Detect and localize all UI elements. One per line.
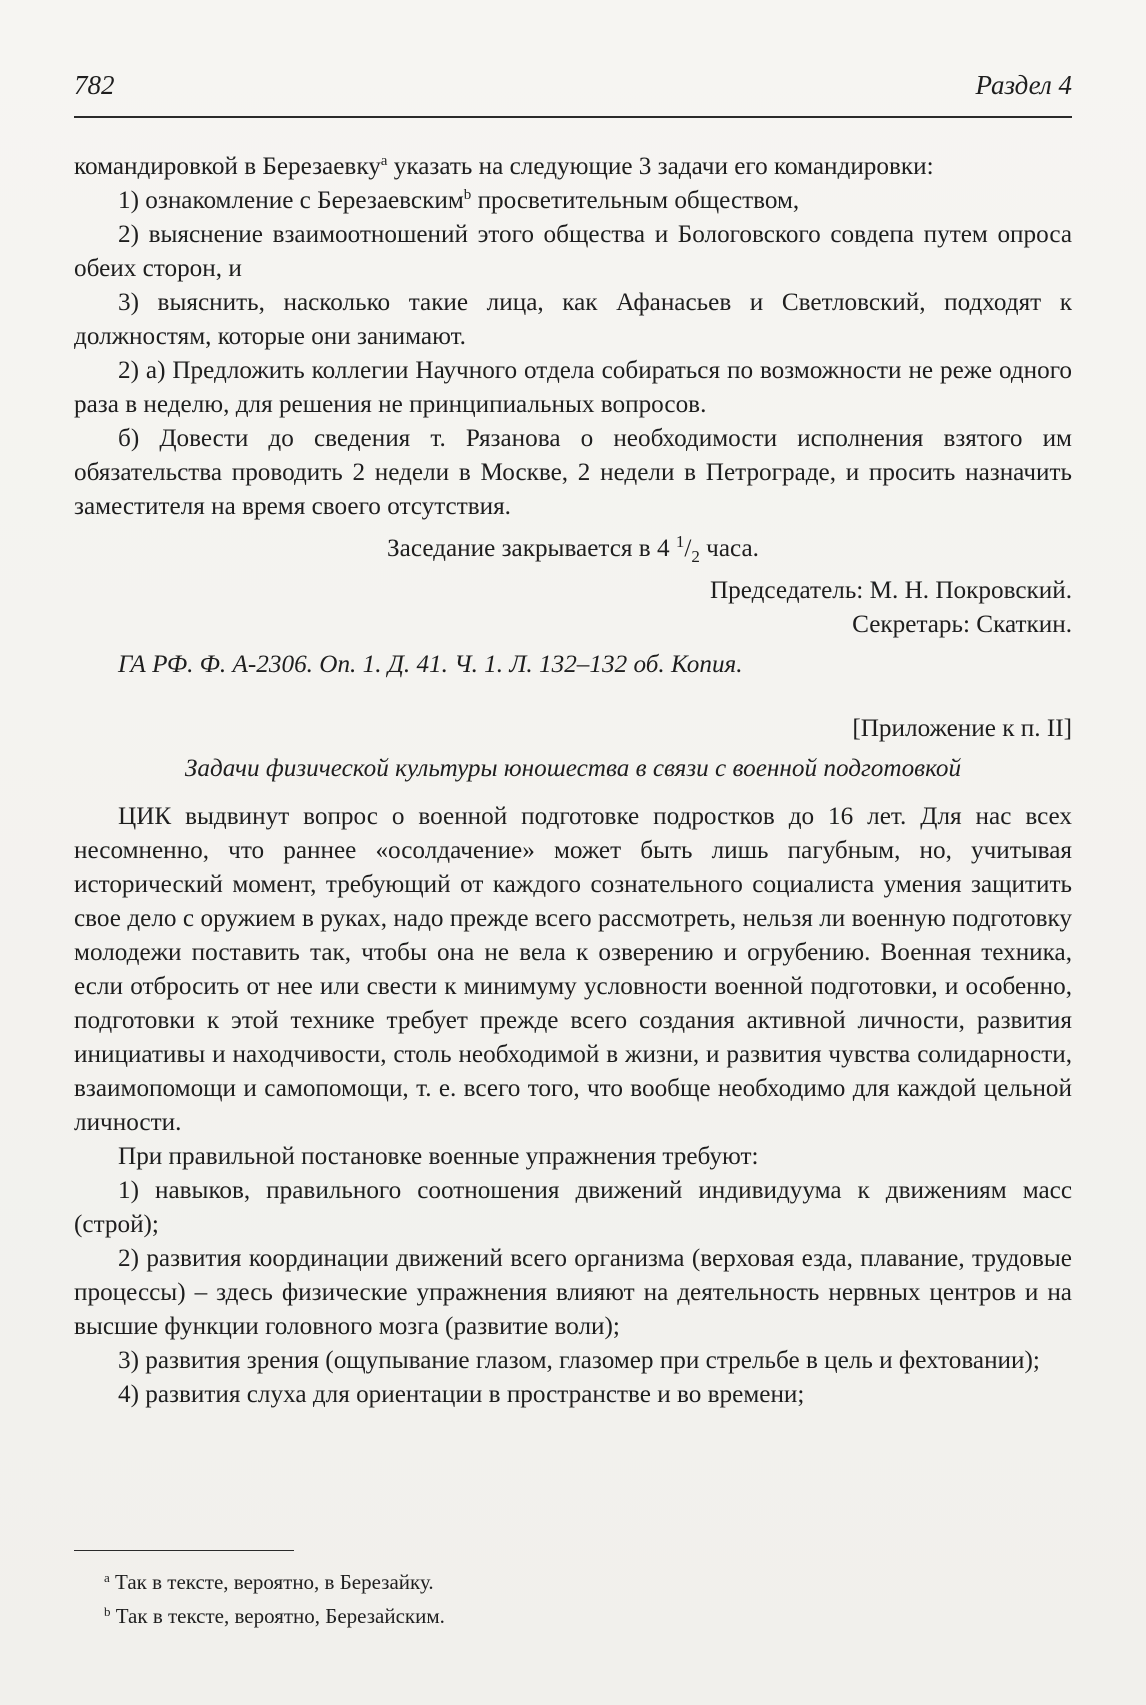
requirement-3: 3) развития зрения (ощупывание глазом, глазомер при стрельбе в цель и фехтовании); — [118, 1347, 1040, 1375]
footnote-divider — [74, 1550, 294, 1551]
running-head-section: Раздел 4 — [975, 70, 1072, 100]
archive-source: ГА РФ. Ф. А-2306. Оп. 1. Д. 41. Ч. 1. Л. 132–132 об. Копия. — [118, 651, 743, 679]
page-body — [74, 150, 1072, 1412]
closing-line: Заседание закрывается в 4 $^1/_2$ часа. — [387, 532, 759, 567]
requirement-4: 4) развития слуха для ориентации в пространстве и во времени; — [118, 1381, 805, 1409]
footnote-a: $^a$ Так в тексте, вероятно, в Березайку. — [104, 1570, 434, 1594]
essay-paragraph-2: При правильной постановке военные упражнения требуют: — [118, 1143, 759, 1171]
appendix-title: Задачи физической культуры юношества в связи с военной подготовкой — [184, 755, 962, 783]
resolution-2a: 2) а) Предложить коллегии Научного отдела собираться по возможности не реже одного раза в неделю, для решения не принципиальных вопросов. — [74, 357, 1072, 418]
appendix-label: [Приложение к п. II] — [852, 715, 1072, 743]
footnotes — [74, 1565, 1072, 1633]
page-header — [74, 66, 1072, 118]
essay-paragraph-1: ЦИК выдвинут вопрос о военной подготовке подростков до 16 лет. Для нас всех несомненно, что раннее «осолдачение» может быть лишь пагубным, но, учитывая исторический момент, требующий от каждого сознательного социалиста умения защитить свое дело с оружием в руках, надо прежде всего рассмотреть, нельзя ли военную подготовку молодежи поставить так, чтобы она не вела к озверению и огрубению. Военная техника, если отбросить от нее или свести к минимуму условности военной подготовки, и особенно, подготовки к этой технике требует прежде всего создания активной личности, развития инициативы и находчивости, столь необходимой в жизни, и развития чувства солидарности, взаимопомощи и самопомощи, т. е. всего того, что вообще необходимо для каждой цельной личности. — [74, 803, 1072, 1137]
resolution-2b: б) Довести до сведения т. Рязанова о необходимости исполнения взятого им обязательства проводить 2 недели в Москве, 2 недели в Петрограде, и просить назначить заместителя на время своего отсутствия. — [74, 425, 1072, 520]
task-item-1: 1) ознакомление с Березаевским$^b$ просветительным обществом, — [118, 187, 800, 214]
page-number: 782 — [74, 70, 115, 100]
footnote-ref-b: b — [463, 187, 472, 203]
paragraph-intro: командировкой в Березаевку$^a$ указать на следующие 3 задачи его командировки: — [74, 153, 934, 180]
footnote-b: $^b$ Так в тексте, вероятно, Березайским. — [104, 1604, 445, 1628]
requirement-2: 2) развития координации движений всего организма (верховая езда, плавание, трудовые процессы) – здесь физические упражнения влияют на деятельность нервных центров и на высшие функции головного мозга (развитие воли); — [74, 1245, 1072, 1341]
chairman-signature: Председатель: М. Н. Покровский. — [709, 577, 1072, 605]
task-item-3: 3) выяснить, насколько такие лица, как Афанасьев и Светловский, подходят к должностям, которые они занимают. — [74, 289, 1072, 350]
requirement-1: 1) навыков, правильного соотношения движений индивидуума к движениям масс (строй); — [74, 1177, 1072, 1239]
task-item-2: 2) выяснение взаимоотношений этого общества и Бологовского совдепа путем опроса обеих сторон, и — [74, 221, 1072, 282]
secretary-signature: Секретарь: Скаткин. — [852, 611, 1072, 639]
footnote-ref-a: a — [380, 153, 388, 169]
